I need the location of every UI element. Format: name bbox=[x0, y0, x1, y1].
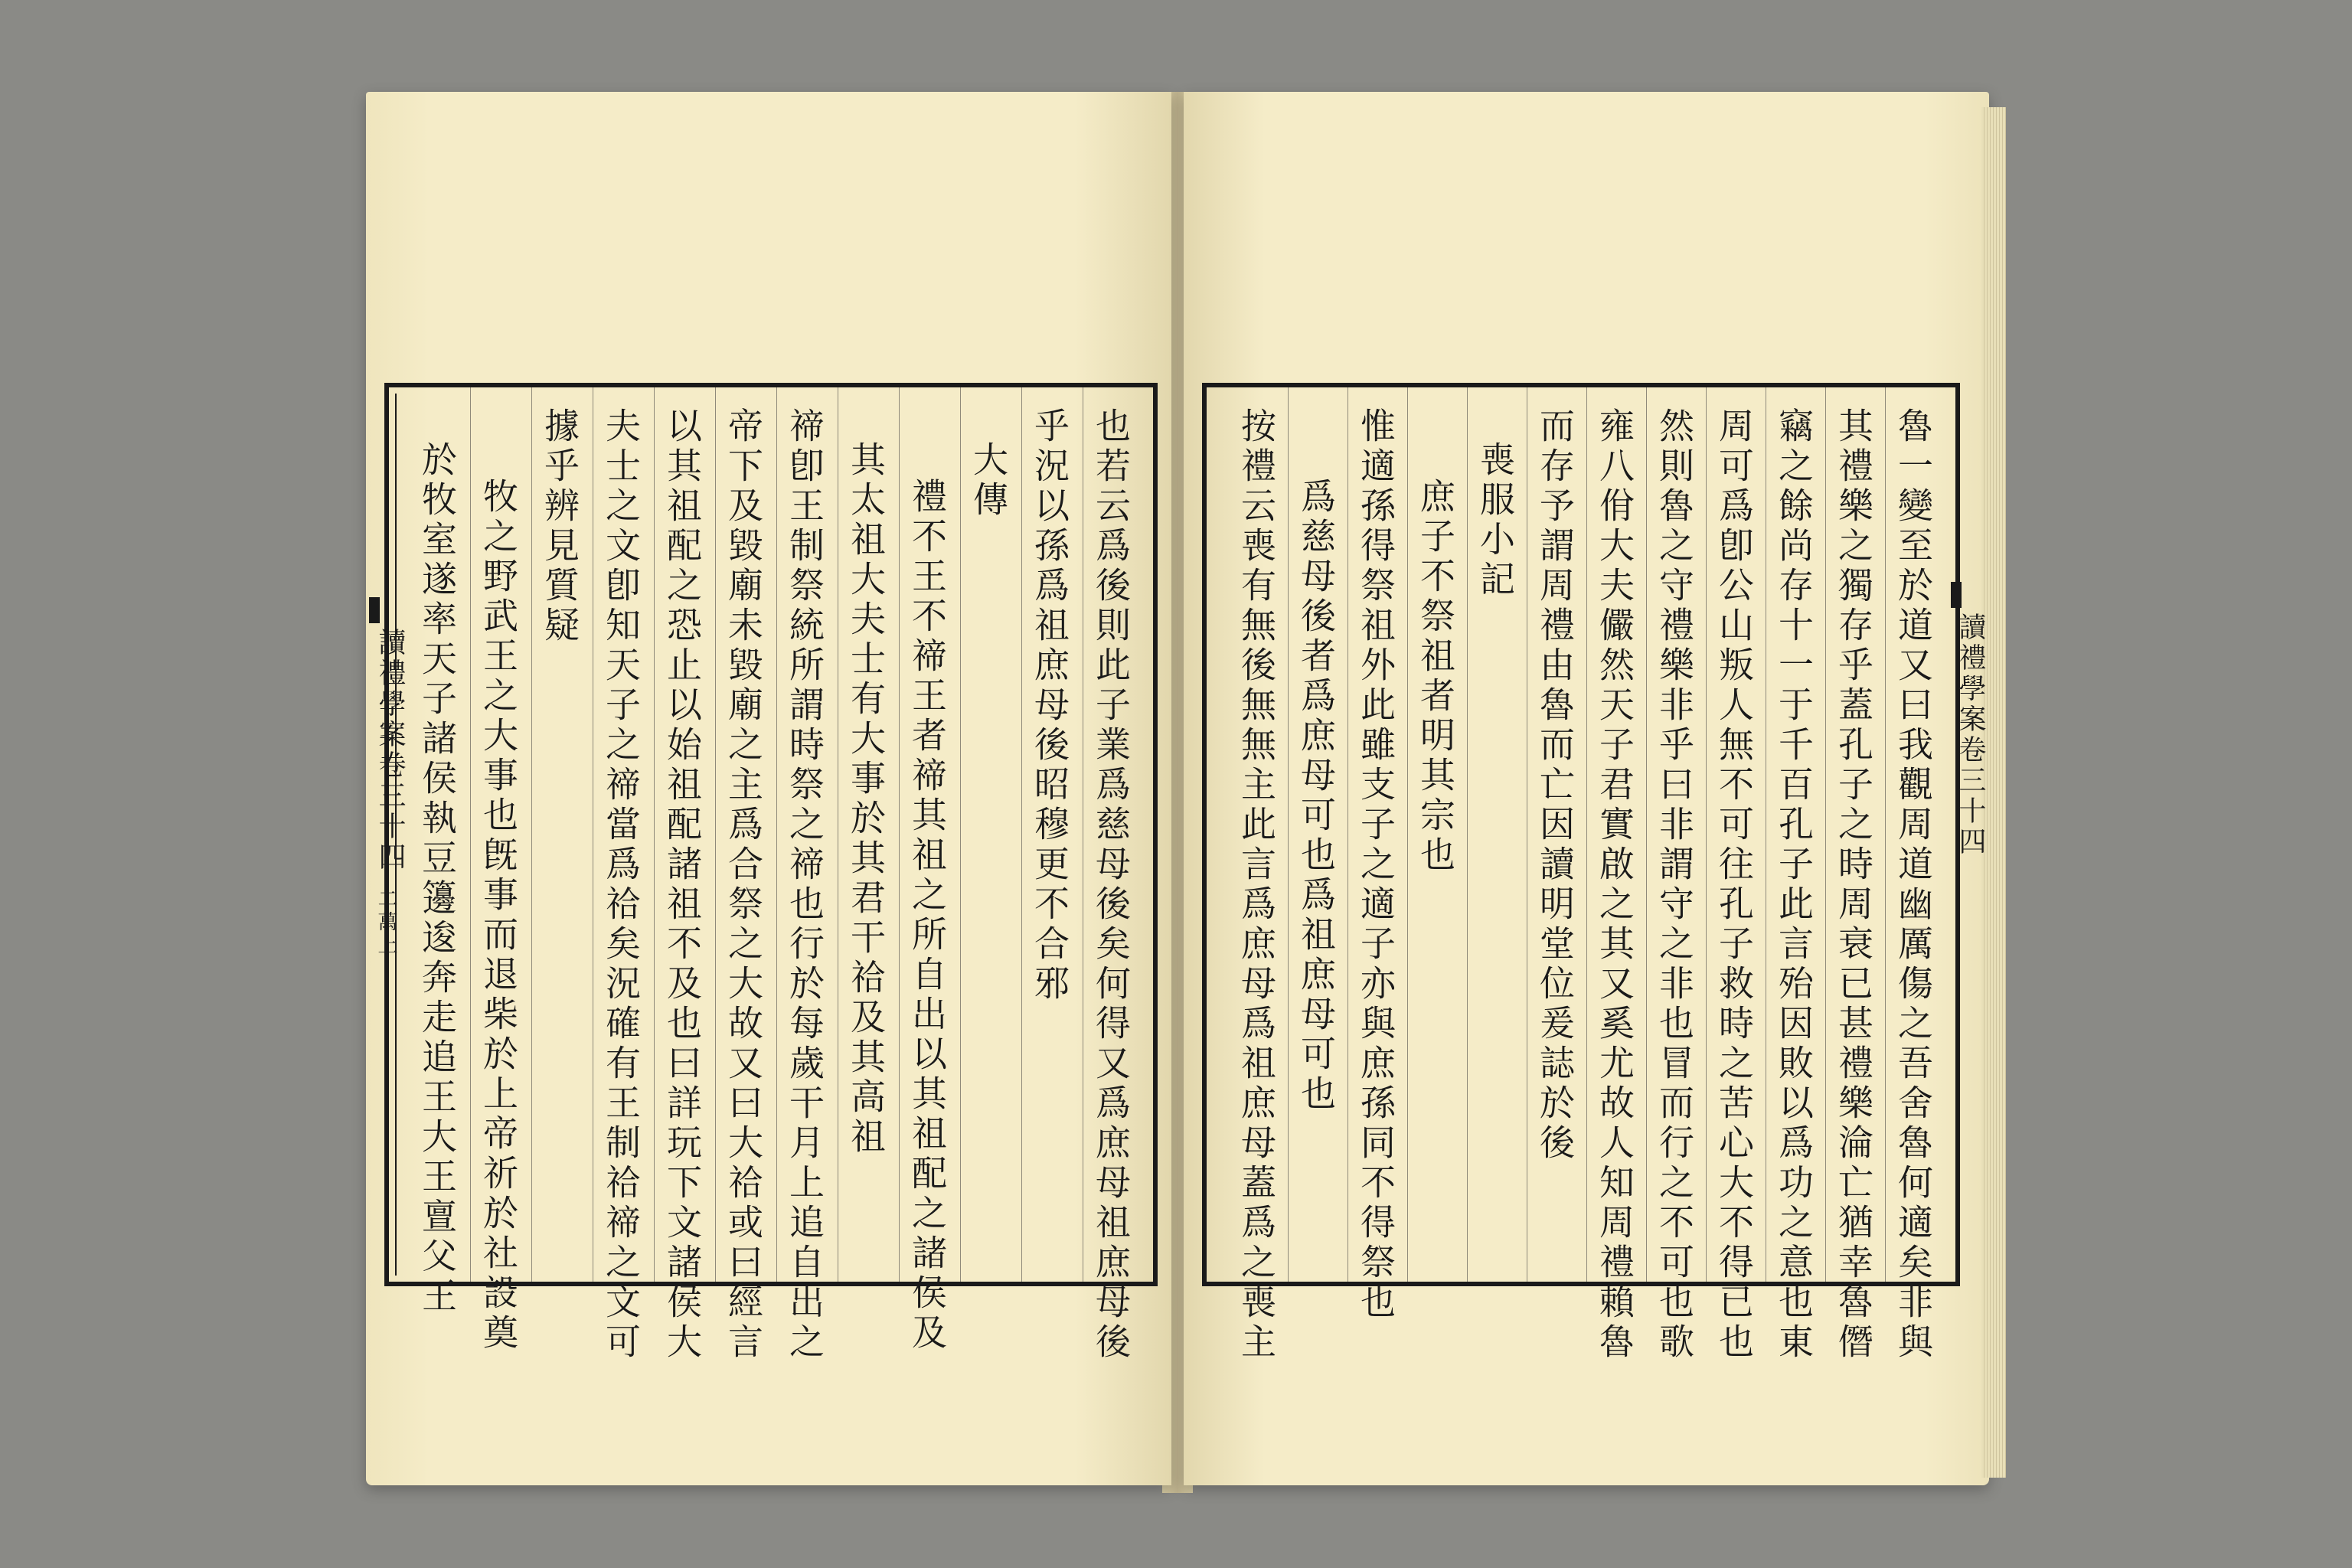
text-column: 乎況以孫爲祖庶母後昭穆更不合邪 bbox=[1029, 407, 1070, 1004]
text-column: 禮不王不禘王者禘其祖之所自出以其祖配之諸侯及 bbox=[906, 478, 948, 1354]
text-column: 也若云爲後則此子業爲慈母後矣何得又爲庶母祖庶母後 bbox=[1090, 407, 1132, 1363]
column-rule bbox=[531, 387, 532, 1282]
column-rule bbox=[1706, 387, 1707, 1282]
text-column: 周可爲卽公山叛人無不可往孔子救時之苦心大不得已也 bbox=[1713, 407, 1755, 1363]
text-column: 以其祖配之恐止以始祖配諸祖不及也曰詳玩下文諸侯大 bbox=[662, 407, 703, 1363]
left-page bbox=[366, 92, 1171, 1485]
column-rule bbox=[776, 387, 777, 1282]
column-rule bbox=[654, 387, 655, 1282]
text-column: 於牧室遂率天子諸侯執豆籩逡奔走追王大王亶父王 bbox=[416, 441, 458, 1317]
column-rule bbox=[1021, 387, 1022, 1282]
fishtail-sub-left: 二萬上 bbox=[374, 888, 397, 957]
right-page bbox=[1184, 92, 1989, 1485]
text-column: 按禮云喪有無後無無主此言爲庶母爲祖庶母蓋爲之喪主 bbox=[1236, 407, 1277, 1363]
column-rule bbox=[715, 387, 716, 1282]
text-column: 爲慈母後者爲庶母可也爲祖庶母可也 bbox=[1295, 478, 1337, 1115]
text-column: 雍八佾大夫儼然天子君實啟之其又奚尤故人知周禮賴魯 bbox=[1594, 407, 1635, 1363]
fishtail-title-left: 讀禮學案卷三十四 bbox=[374, 628, 406, 873]
column-rule bbox=[899, 387, 900, 1282]
text-column: 喪服小記 bbox=[1475, 441, 1516, 600]
column-rule bbox=[1646, 387, 1647, 1282]
text-column: 惟適孫得祭祖外此雖支子之適子亦與庶孫同不得祭也 bbox=[1355, 407, 1396, 1323]
text-column: 大傳 bbox=[968, 441, 1009, 521]
text-column: 而存予謂周禮由魯而亡因讀明堂位爰誌於後 bbox=[1534, 407, 1576, 1164]
text-column: 夫士之文卽知天子之禘當爲祫矣況確有王制祫禘之文可 bbox=[600, 407, 642, 1363]
text-column: 據乎辨見質疑 bbox=[539, 407, 580, 646]
text-column: 帝下及毀廟未毀廟之主爲合祭之大故又曰大祫或曰經言 bbox=[723, 407, 764, 1363]
column-rule bbox=[960, 387, 961, 1282]
text-column: 庶子不祭祖者明其宗也 bbox=[1415, 478, 1456, 876]
fishtail-title-right: 讀禮學案卷三十四 bbox=[1955, 612, 1986, 858]
text-column: 禘卽王制祭統所謂時祭之禘也行於每歲干月上追自出之 bbox=[784, 407, 825, 1363]
open-book bbox=[366, 92, 1989, 1516]
fishtail-mark bbox=[369, 597, 380, 623]
text-column: 竊之餘尚存十一于千百孔子此言殆因敗以爲功之意也東 bbox=[1773, 407, 1815, 1363]
text-column: 其禮樂之獨存乎蓋孔子之時周衰已甚禮樂淪亡猶幸魯僭 bbox=[1833, 407, 1874, 1363]
text-column: 魯一變至於道又曰我觀周道幽厲傷之吾舍魯何適矣非與 bbox=[1893, 407, 1934, 1363]
column-rule bbox=[1825, 387, 1826, 1282]
column-rule bbox=[1467, 387, 1468, 1282]
text-column: 然則魯之守禮樂非乎曰非謂守之非也冒而行之不可也歌 bbox=[1654, 407, 1695, 1363]
column-rule bbox=[1407, 387, 1408, 1282]
column-rule bbox=[1586, 387, 1587, 1282]
column-rule bbox=[1885, 387, 1886, 1282]
fishtail-mark bbox=[1951, 582, 1962, 608]
text-column: 其太祖大夫士有大事於其君干祫及其高祖 bbox=[845, 441, 887, 1158]
column-rule bbox=[470, 387, 471, 1282]
column-rule bbox=[1288, 387, 1289, 1282]
left-text-frame bbox=[384, 383, 1158, 1363]
text-column: 牧之野武王之大事也旣事而退柴於上帝祈於社設奠 bbox=[478, 478, 519, 1354]
right-text-frame bbox=[1202, 383, 1960, 1363]
